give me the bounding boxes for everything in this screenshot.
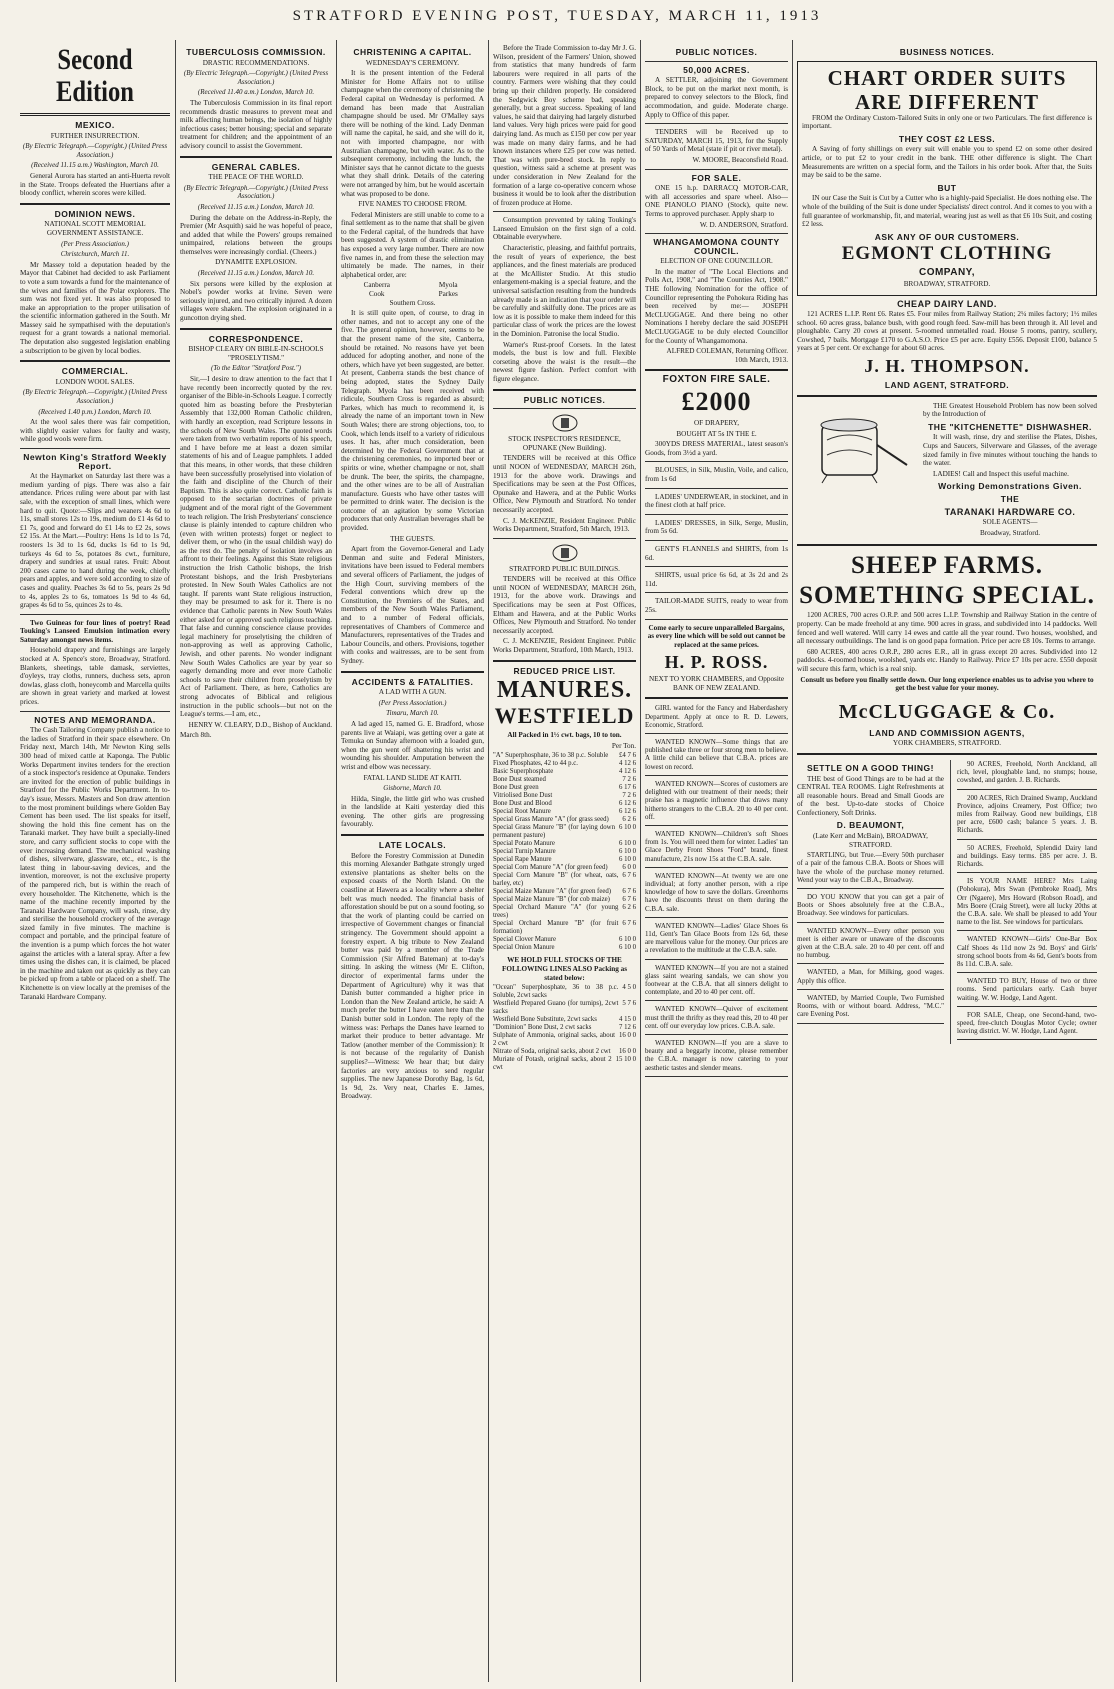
wanted-notices	[645, 704, 788, 1076]
row-price: 6 7 6	[622, 872, 636, 880]
public-buildings-signature: C. J. McKENZIE, Resident Engineer. Public Works Department, Stratford, 10th March, 1913.	[493, 637, 636, 655]
chart-cost: THEY COST £2 LESS.	[898, 133, 996, 144]
row-label: Basic Superphosphate	[493, 768, 554, 776]
row-label: Special Grass Manure "B" (for laying down permanent pasture)	[493, 824, 615, 840]
manure-price-table	[493, 752, 636, 952]
county-body: In the matter of "The Local Elections and Polls Act, 1908," and "The Counties Act, 1908." THE following Nomination for the office of Councillor representing the Pohokura Riding has been received by me:— JOSEPH McCLUGGAGE. And there being no other Nominations I hereby declare the said JOSEPH McCLUGGAGE to be duly elected Councillor for the County of Whangamomona.	[645, 267, 788, 345]
row-price: 7 12 6	[619, 1024, 636, 1032]
foxton-heading: FOXTON FIRE SALE.	[662, 374, 771, 386]
row-label: Bone Dust green	[493, 784, 539, 792]
public-notices-heading: PUBLIC NOTICES.	[523, 394, 606, 405]
five-names-body: Federal Ministers are still unable to come to a final settlement as to the name that shall be given to the Federal capital, of the hundreds that have been suggested. A system of drastic elimination has exposed a very large number. There are now five names in, and from these the selection may ultimately be made. The names, in their alphabetical order, are:	[341, 210, 484, 279]
manure-row	[493, 856, 636, 864]
row-price: 4 5 0	[622, 984, 636, 992]
name-item: Canberra	[363, 281, 390, 290]
row-price: 6 17 6	[619, 784, 636, 792]
column-rule	[336, 40, 337, 1682]
public-notices-heading: PUBLIC NOTICES.	[675, 47, 758, 57]
mexico-received: (Received 11.15 a.m.) Washington, March 10.	[31, 161, 159, 170]
commercial-received: (Received 1.40 p.m.) London, March 10.	[38, 407, 152, 416]
accidents-credit: (Per Press Association.)	[378, 698, 447, 707]
column-5	[645, 44, 788, 1684]
row-label: "Dominion" Bone Dust, 2 cwt sacks	[493, 1024, 592, 1032]
manure-row	[493, 936, 636, 944]
foxton-drapery: OF DRAPERY,	[693, 419, 739, 427]
manure-row	[493, 904, 636, 920]
mexico-body: General Aurora has started an anti-Huerta revolt in the State. Troops defeated the Huertians after a bloody conflict, wherein scores were killed.	[20, 171, 170, 198]
wanted-notice: WANTED KNOWN—Some things that are published take three or four strong men to believe. A little child can believe that C.B.A. prices are lowest on record.	[645, 738, 788, 771]
newton-heading: Newton King's Stratford Weekly Report.	[23, 452, 167, 471]
christening-body: It is the present intention of the Federal Minister for Home Affairs not to utilise champagne when the ceremony of christening the Federal capital on Wednesday is performed. A demand has been made that Australian champagne should be used. Mr O'Malley says there will be nothing of the kind. Lady Denman will name the capital, he said, and she will do it, not with imported champagne, nor with Australian champagne, but with water. As to the subsequent ceremony, including the lunch, the Minister says that he cannot dictate to the guests what they shall drink. Details of the catering were not arranged by him, but he would ascertain what was proposed to be done.	[341, 69, 484, 198]
stock-row	[493, 1056, 636, 1072]
second-edition-title: Second Edition	[56, 44, 134, 108]
stock-row	[493, 1000, 636, 1016]
kitchenette-body: It will wash, rinse, dry and sterilise the Plates, Dishes, Cups and Saucers, Silverware and Glasses, of the average sized family in five minutes without touching the hands to the water.	[923, 433, 1097, 468]
small-notice: DO YOU KNOW that you can get a pair of Boots or Shoes absolutely free at the C.B.A., Broadway. See windows for particulars.	[797, 893, 944, 918]
sheep-title: SHEEP FARMS.	[850, 552, 1044, 580]
row-price: 5 7 6	[622, 1000, 636, 1008]
public-buildings-body: TENDERS will be received at this Office until NOON of WEDNESDAY, MARCH 26th, 1913, for the above work. Drawings and Specifications may be seen at Post Offices, Eltham and Hawera, and at the Public Works Offices, New Plymouth and Stratford. No tender necessarily accepted.	[493, 575, 636, 635]
manure-row	[493, 824, 636, 840]
mccluggage-address: YORK CHAMBERS, STRATFORD.	[892, 739, 1002, 748]
row-price: 4 12 6	[619, 768, 636, 776]
tb-subhead: DRASTIC RECOMMENDATIONS.	[202, 58, 310, 67]
column-4	[493, 44, 636, 1684]
kitchenette-the: THE	[1000, 494, 1020, 504]
wanted-notice: WANTED KNOWN—If you are a slave to beauty and a beggarly income, please remember the C.B.A. manager is now catering to your aesthetic tastes and slender means.	[645, 1038, 788, 1072]
column-rule	[640, 40, 641, 1682]
notes-heading: NOTES AND MEMORANDA.	[34, 714, 156, 725]
chart-title-2: ARE DIFFERENT	[855, 89, 1039, 114]
dominion-credit: (Per Press Association.)	[61, 239, 129, 248]
foxton-item: LADIES' UNDERWEAR, in stockinet, and in the finest cloth at half price.	[645, 492, 788, 510]
manure-row	[493, 816, 636, 824]
tenders-metal-signature: W. MOORE, Beaconsfield Road.	[692, 155, 788, 164]
row-label: Special Corn Manure "A" (for green feed)	[493, 864, 608, 872]
sheep-para-1: 1200 ACRES, 700 acres O.R.P. and 500 acres L.I.P. Township and Railway Station in the centre of property. Can be made freehold at any time. 900 acres in grass, and subdivided into 14 paddocks. Well fenced and well watered. Will carry 14 ewes and cattle all the year round. Two houses, woolshed, and all necessary outbuildings. The land is on good papa formation. Price per acre £8 10s. Terms to arrange.	[797, 611, 1097, 646]
chart-body-1: FROM the Ordinary Custom-Tailored Suits in only one or two Particulars. The first difference is important.	[802, 113, 1092, 131]
commercial-credit: (By Electric Telegraph.—Copyright.) (United Press Association.)	[22, 388, 168, 406]
for-sale-signature: W. D. ANDERSON, Stratford.	[699, 220, 788, 229]
manure-row	[493, 792, 636, 800]
row-price: 6 7 6	[622, 896, 636, 904]
row-label: Special Grass Manure "A" (for grass seed)	[493, 816, 609, 824]
wanted-notice: WANTED KNOWN—Ladies' Glace Shoes 6s 11d, Gent's Tan Glace Boots from 12s 6d, these are marvellous value for the money. Our prices are a revelation to the multitude at the C.B.A. sale.	[645, 921, 788, 955]
column-3	[341, 44, 484, 1684]
tb-body: The Tuberculosis Commission in its final report recommends drastic measures to prevent meat and milk affecting human beings, the isolation of highly infectious cases; better housing; special and separate treatment for children; and the appointment of an advisory council to assist the Government.	[180, 98, 332, 150]
row-price: 6 12 6	[619, 800, 636, 808]
cables-credit: (By Electric Telegraph.—Copyright.) (United Press Association.)	[183, 183, 329, 201]
masthead: STRATFORD EVENING POST, TUESDAY, MARCH 11, 1913	[292, 8, 822, 24]
manure-row	[493, 784, 636, 792]
column-1	[20, 44, 170, 1684]
coat-of-arms-icon	[550, 543, 580, 563]
county-subhead: ELECTION OF ONE COUNCILLOR.	[660, 257, 773, 266]
foxton-ross: H. P. ROSS.	[664, 652, 769, 673]
name-item: Myola	[438, 281, 458, 290]
chart-ask: ASK ANY OF OUR CUSTOMERS.	[874, 231, 1020, 242]
dominion-body: Mr Massey told a deputation headed by the Mayor that Cabinet had decided to ask Parliament to vote a sum towards a fund for the maintenance of the wives and families of the Polar explorers. The sum was not fixed yet. It was also proposed to make an appropriation to the proper utilisation of the scientific information gathered in the South. Mr Massey said he sympathised with the deputation's request for a grant towards a national memorial. The deputation also suggested legislation enabling a subscription to be given by local bodies.	[20, 260, 170, 355]
wanted-notice: WANTED KNOWN—Children's soft Shoes from 1s. You will need them for winter. Ladies' tan Glace Derby Front Shoes "Ford" brand, finest manufacture, 21s now 15s at the C.B.A. sale.	[645, 829, 788, 863]
westfield-title: WESTFIELD	[494, 703, 635, 729]
foxton-item: BLOUSES, in Silk, Muslin, Voile, and calico, from 1s 6d	[645, 466, 788, 483]
foxton-amount: £2000	[681, 387, 752, 416]
for-sale-body: ONE 15 h.p. DARRACQ MOTOR-CAR, with all accessories and spare wheel. Also— ONE PIANOLO PIANO (Stock), quite new. Terms to approved purchaser. Apply sharp to	[645, 184, 788, 218]
beaumont-name: D. BEAUMONT,	[836, 820, 905, 831]
row-price: 6 2 6	[622, 904, 636, 912]
acres-body: A SETTLER, adjoining the Government Block, to be put on the market next month, is prepared to convey selectors to the Block, find accommodation, and guide. Moderate charge. Apply to Office of this paper.	[645, 76, 788, 119]
settle-body: THE best of Good Things are to be had at the CENTRAL TEA ROOMS. Light Refreshments at all reasonable hours. Bread and Small Goods are of the best. Up-to-date stocks of Choice Confectionery, Soft Drinks.	[797, 774, 944, 817]
stock-row	[493, 1032, 636, 1048]
mccluggage-name: McCLUGGAGE & Co.	[838, 700, 1056, 723]
wanted-notice: GIRL wanted for the Fancy and Haberdashery Department. Apply at once to R. D. Lewers, Economic, Stratford.	[645, 704, 788, 729]
row-price: 4 15 0	[619, 1016, 636, 1024]
manure-row	[493, 760, 636, 768]
foxton-address: NEXT TO YORK CHAMBERS, and Opposite BANK OF NEW ZEALAND.	[648, 675, 785, 692]
row-label: Special Potato Manure	[493, 840, 555, 848]
row-label: Special Maize Manure "A" (for green feed)	[493, 888, 612, 896]
row-price: 6 2 6	[622, 816, 636, 824]
accidents-subhead: A LAD WITH A GUN.	[378, 688, 447, 697]
tb-received: (Received 11.40 a.m.) London, March 10.	[197, 88, 315, 97]
classified-notice: FOR SALE, Cheap, one Second-hand, two-speed, free-clutch Douglas Motor Cycle; owner leaving district. W. W. Hodge, Land Agent.	[957, 1010, 1097, 1036]
manure-row	[493, 800, 636, 808]
row-price: 7 2 6	[622, 792, 636, 800]
row-price: 15 10 0	[615, 1056, 636, 1064]
row-label: Vitriolised Bone Dust	[493, 792, 553, 800]
settle-heading: SETTLE ON A GOOD THING!	[806, 762, 935, 773]
foxton-item: GENT'S FLANNELS and SHIRTS, from 1s 6d.	[645, 544, 788, 562]
classified-notice: WANTED KNOWN—Girls' One-Bar Box Calf Shoes 4s 11d now 2s 9d. Boys' and Girls' strong school boots from 4s 6d, Gent's boots from 8s 11d. C.B.A. sale.	[957, 935, 1097, 968]
row-price: 6 12 6	[619, 808, 636, 816]
name-item: Parkes	[438, 290, 458, 299]
classified-notice: 90 ACRES, Freehold, North Anckland, all rich, level, ploughable land, no stumps; house, cowshed, and garden. J. B. Richards.	[957, 759, 1097, 785]
manure-row	[493, 944, 636, 952]
name-item: Cook	[368, 290, 385, 299]
row-label: Special Rape Manure	[493, 856, 552, 864]
row-label: Westfield Bone Substitute, 2cwt sacks	[493, 1016, 597, 1024]
column-rule	[175, 40, 176, 1682]
manure-row	[493, 848, 636, 856]
egmont-company: COMPANY,	[918, 267, 976, 279]
row-label: "A" Superphosphate, 36 to 38 p.c. Soluble	[493, 752, 609, 760]
kitchenette-sole: SOLE AGENTS—	[982, 518, 1038, 527]
row-price: 6 10 0	[619, 848, 636, 856]
stock-inspector-body: TENDERS will be received at this Office until NOON of WEDNESDAY, MARCH 26th, 1913 for the above work. Drawings and Specifications may be seen at the Post Offices, Opunake and Hawera, and at the Public Works Office, New Plymouth and Stratford. No tender necessarily accepted.	[493, 454, 636, 514]
foxton-item: 300YDS DRESS MATERIAL, latest season's Goods, from 3½d a yard.	[645, 440, 788, 457]
stock-row	[493, 1024, 636, 1032]
classified-notice: IS YOUR NAME HERE? Mrs Laing (Pohokura), Mrs Swan (Pembroke Road), Mrs Orr (Ngaere), Mrs Howard (Robson Road), and Mrs Boere (Craig Street), were all lucky 20ths at the C.B.A. sale. We shall be pleased to add Your name to the list. See windows for particulars.	[957, 877, 1097, 927]
tb-credit: (By Electric Telegraph.—Copyright.) (United Press Association.)	[183, 69, 329, 86]
notes-body: The Cash Tailoring Company publish a notice to the ladies of Stratford in their space elsewhere. On Friday next, March 14th, Mr Newton King sells 300 head of mixed cattle at Kaponga. The Public Works Department invites tenders for the erection of a stock inspector's residence at Opunake. Tenders are invited for the erection of public buildings in Stratford for the Public Works Department. In to-day's issue, Messrs. Masters and Son draw attention to the most prominent buildings where Golden Bay Cement has been used. The list speaks for itself, showing the hold this fine cement has on the Taranaki market. They have built a specially-lined store, and carry sufficient stocks to cope with the ever increasing demand. The mechanical washing of dishes, silverware, glassware, etc., etc., is the latest thing in labour-saving devices, and the invention, moreover, is not the exclusive property of the pampered rich, but is within the reach of every householder. The Kitchenette, which is the name of the machine recently imported by the Taranaki Hardware Company, will wash, rinse, dry and sterilise the household crockery of the average sized family in five minutes. The machine is compact and portable, and the principal feature of the invention is a pump which forces the hot water against the articles with a lateral spray. After a few times using the dishes can, it is claimed, be placed in the machine and taken out as quickly as they can be picked up from a table or placed on a shelf. The Kitchenette is on view locally at the premises of the Taranaki Hardware Company.	[20, 726, 170, 1001]
row-price: 4 12 6	[619, 760, 636, 768]
row-label: Muriate of Potash, original sacks, about 2 cwt	[493, 1056, 612, 1072]
small-notice: WANTED, a Man, for Milking, good wages. Apply this office.	[797, 968, 944, 985]
guineas-notice: Two Guineas for four lines of poetry! Read Touking's Lanseed Emulsion intimation every Saturday amongst news items.	[20, 618, 170, 644]
manure-row	[493, 768, 636, 776]
row-label: Westfield Prepared Guano (for turnips), 2cwt sacks	[493, 1000, 619, 1016]
cables-body: During the debate on the Address-in-Reply, the Premier (Mr Asquith) said he was hopeful of peace, and added that while the Powers' groups remained unimpaired, relations between the groups themselves were increasingly cordial. (Cheers.)	[180, 213, 332, 256]
chart-body-2: A Saving of forty shillings on every suit will enable you to spend £2 on some other desired article, or to put £2 to your credit in the bank. THE other difference is slight. The Chart Measurements are written on a special form, and the Tailors in his order book. After that, the Suits may be said to be the same.	[802, 145, 1092, 180]
trade-commission-body: Before the Trade Commission to-day Mr J. G. Wilson, president of the Farmers' Union, showed from statistics that many hundreds of farm labourers were required in all parts of the country. Farmers were wishing that they could bring up their children properly. He considered the Sedgwick Boy scheme bad, speaking generally, but a great success. Speaking of land values, he said that dairying had largely disturbed land values. Very high prices were paid for good dairying land. As much as £150 per cow per year was made on many dairy farms, and he had known instances where £25 per cow was netted. That was with pure-bred stock. In reply to question, witness said a scheme at present was under consideration in New Zealand for the formation of a large co-operative concern whose business it would be to look after the distribution of frozen produce at Home.	[493, 44, 636, 207]
small-notice: STARTLING, but True.—Every 50th purchaser of a pair of the famous C.B.A. Boots or Shoes will have the whole of the purchase money returned. Wend your way to the C.B.A., Broadway.	[797, 851, 944, 884]
row-price: 6 7 6	[622, 888, 636, 896]
foxton-come-early: Come early to secure unparalleled Bargains, as every line which will be sold out cannot be replaced at the same prices.	[647, 623, 786, 649]
kitchenette-demo: Working Demonstrations Given.	[938, 481, 1082, 492]
landslide-body: Hilda, Single, the little girl who was crushed in the landslide at Kaiti yesterday died this evening. The other girls are progressing favourably.	[341, 794, 484, 829]
dominion-subhead: NATIONAL SCOTT MEMORIAL GOVERNMENT ASSISTANCE.	[44, 220, 146, 237]
dishwasher-illustration-icon	[797, 405, 917, 485]
egmont-address: BROADWAY, STRATFORD.	[903, 279, 991, 288]
tenders-metal-body: TENDERS will be Received up to SATURDAY, MARCH 15, 1913, for the Supply of 50 Yards of Metal (state if pit or river metal).	[645, 128, 788, 154]
small-notices-left	[797, 851, 944, 1023]
wanted-notice: WANTED KNOWN—If you are not a stained glass saint wearing sandals, we can show you footwear at the C.B.A. that all sinners delight to contemplate, and 20 to 40 per cent. off.	[645, 963, 788, 997]
cables-heading: GENERAL CABLES.	[211, 161, 301, 172]
beaumont-address: (Late Kerr and McBain), BROADWAY, STRATFORD.	[813, 832, 928, 849]
row-price: 6 10 0	[619, 936, 636, 944]
manure-row	[493, 920, 636, 936]
stock-inspector-signature: C. J. McKENZIE, Resident Engineer. Public Works Department, Stratford, 5th March, 1913.	[493, 516, 636, 534]
five-names-subhead: FIVE NAMES TO CHOOSE FROM.	[358, 200, 467, 209]
manure-row	[493, 776, 636, 784]
manure-row	[493, 752, 636, 760]
foxton-bought: BOUGHT AT 5s IN THE £.	[676, 429, 757, 438]
county-heading: WHANGAMOMONA COUNTY COUNCIL.	[653, 237, 780, 256]
reduced-price-heading: REDUCED PRICE LIST.	[513, 665, 616, 676]
sheep-consult: Consult us before you finally settle down. Our long experience enables us to advise you where to get the best value for your money.	[800, 675, 1094, 693]
county-signature: ALFRED COLEMAN, Returning Officer. 10th March, 1913.	[666, 347, 788, 364]
column-6	[797, 44, 1097, 1684]
kitchenette-ladies: LADIES! Call and Inspect this useful machine.	[933, 469, 1069, 478]
landslide-received: Gisborne, March 10.	[383, 784, 442, 793]
row-label: Special Maize Manure "B" (for cob maize)	[493, 896, 610, 904]
cables-received: (Received 11.15 a.m.) London, March 10.	[197, 202, 315, 211]
row-label: Special Turnip Manure	[493, 848, 556, 856]
row-price: £4 7 6	[619, 752, 636, 760]
stock-row	[493, 1016, 636, 1024]
manure-row	[493, 872, 636, 888]
mexico-credit: (By Electric Telegraph.—Copyright.) (United Press Association.)	[22, 142, 168, 159]
cables-subhead: THE PEACE OF THE WORLD.	[208, 173, 304, 182]
name-item: Southern Cross.	[389, 298, 436, 307]
chart-title-1: CHART ORDER SUITS	[827, 65, 1067, 90]
commercial-subhead: LONDON WOOL SALES.	[55, 377, 135, 386]
correspondence-signature: HENRY W. CLEARY, D.D., Bishop of Auckland.	[188, 720, 332, 729]
manure-row	[493, 888, 636, 896]
landslide-subhead: FATAL LAND SLIDE AT KAITI.	[363, 773, 462, 782]
coat-of-arms-icon	[550, 413, 580, 433]
dynamite-subhead: DYNAMITE EXPLOSION.	[215, 258, 297, 267]
dairy-body: 121 ACRES L.I.P. Rent £6. Rates £5. Four miles from Railway Station; 2¼ miles factory; 1½ miles school. 60 acres grass, balance bush, with good rough feed. Saw-mill has been through it. All level and ploughable. Carry 20 cows at present. 5-roomed unmetalled road. House 5 rooms, pantry, scullery, Cowshed, 7 bails. Mortgage £170 to G.A.S.O. Price £5 per acre. Equity £556. Deposit £100, balance 5 years at 5 per cent. Or exchange for about 60 acres.	[797, 310, 1097, 353]
row-price: 6 10 0	[619, 824, 636, 832]
kitchenette-address: Broadway, Stratford.	[979, 528, 1040, 537]
kitchenette-head: THE Greatest Household Problem has now been solved by the Introduction of	[923, 401, 1097, 419]
christening-subhead: WEDNESDAY'S CEREMONY.	[365, 58, 460, 67]
dynamite-body: Six persons were killed by the explosion at Nobel's powder works at Irvine. Seven were seriously injured, and two critically injured. A dozen villages were shaken. The explosion originated in a guncotton drying shed.	[180, 279, 332, 323]
row-label: Special Onion Manure	[493, 944, 555, 952]
mcallister-ad: Characteristic, pleasing, and faithful portraits, the result of years of experience, the best appliances, and the finest materials are produced at the McAllister Studio. At this studio enlargement-making is a special feature, and the universal satisfaction resulting from the hundreds already made is an indication that your order will be carefully and skilfully done. The prices are as low as it is possible to make them indeed for this particular class of work the prices are the lowest in the Dominion. Patronise the local Studio.	[493, 244, 636, 338]
small-notice: WANTED KNOWN—Every other person you meet is either aware or unaware of the discounts given at the C.B.A. sale. 20 to 40 per cent. off and no humbug.	[797, 926, 944, 960]
guests-subhead: THE GUESTS.	[390, 534, 435, 543]
household-notice: Household drapery and furnishings are largely stocked at A. Spence's store, Broadway, Stratford. Blankets, sheetings, table damask, serviettes, d'oyleys, tray cloths, runners, duchess sets, apron dowlas, glass cloth, honeycomb and Marcella quilts are shown in great variety and marked at lowest prices.	[20, 646, 170, 707]
dominion-heading: DOMINION NEWS.	[54, 208, 136, 219]
mccluggage-agents: LAND AND COMMISSION AGENTS,	[869, 727, 1025, 738]
christening-heading: CHRISTENING A CAPITAL.	[353, 47, 472, 57]
chart-order-ad	[797, 61, 1097, 296]
row-label: Fixed Phosphates, 42 to 44 p.c.	[493, 760, 578, 768]
mexico-heading: MEXICO.	[75, 120, 115, 130]
correspondence-heading: CORRESPONDENCE.	[208, 333, 304, 344]
stock-price-table	[493, 984, 636, 1072]
row-label: Bone Dust and Blood	[493, 800, 552, 808]
full-stocks-heading: WE HOLD FULL STOCKS OF THE FOLLOWING LINES ALSO Packing as stated below:	[501, 956, 627, 982]
row-label: Special Clover Manure	[493, 936, 557, 944]
bottom-left-notices	[797, 760, 944, 1044]
correspondence-to: (To the Editor "Stratford Post.")	[211, 364, 301, 373]
row-price: 16 0 0	[619, 1032, 636, 1040]
row-label: Nitrate of Soda, original sacks, about 2 cwt	[493, 1048, 611, 1056]
thompson-name: J. H. THOMPSON.	[864, 356, 1030, 377]
row-price: 6 10 0	[619, 944, 636, 952]
commercial-body: At the wool sales there was fair competition, with slightly easier values for faulty and wasty, while good wools were firm.	[20, 418, 170, 444]
row-price: 6 7 6	[622, 920, 636, 928]
manures-packed: All Packed in 1½ cwt. bags, 10 to ton.	[507, 731, 622, 740]
mexico-subhead: FURTHER INSURRECTION.	[50, 131, 140, 140]
column-rule	[792, 40, 793, 1682]
something-special-title: SOMETHING SPECIAL.	[799, 582, 1095, 610]
column-2	[180, 44, 332, 1684]
row-label: Bone Dust steamed	[493, 776, 546, 784]
wanted-notice: WANTED KNOWN—Quiver of excitement must thrill the thrifty as they read this, 20 to 40 per cent. off our everyday low prices. C.B.A. sale.	[645, 1005, 788, 1030]
newton-body: At the Haymarket on Saturday last there was a medium yarding of pigs. There was also a fair attendance. Prices ruling were about par with last sale, with the exception of small lines, which were hard to quit. Quote:—Slips and weaners 4s 6d to 11s, small stores 12s to 19s, medium do £1 4s 6d to £1 7s, good and forward do £1 14s to £2 2s, sows £2 15s. At the Mart.—Poultry: Hens 1s 1d to 1s 7d, roosters 1s 3d to 1s 6d, ducks 1s 6d to 1s 9d, turkeys 4s 6d to 5s, potatoes 8s cwt., furniture, drapery and sundries at usual rates. Fruit: About 200 cases came to hand during the week, chiefly pears and apples, and were sold according to size of cases and quality. Peaches 3s 6d to 5s, pears 2s 9d to 4s, apples 2s to 6s, tomatoes 1s 9d to 4s 6d, grapes 4s 6d to 5s, quinces 2s to 4s.	[20, 472, 170, 610]
dynamite-received: (Received 11.15 a.m.) London, March 10.	[197, 269, 315, 278]
row-label: Special Corn Manure "B" (for wheat, oats, barley, etc)	[493, 872, 619, 888]
foxton-item: TAILOR-MADE SUITS, ready to wear from 25s.	[645, 597, 788, 614]
chart-but: BUT	[937, 182, 957, 193]
late-locals-body: Before the Forestry Commission at Dunedin this morning Alexander Bathgate strongly urged extensive plantations as shelter belts on the exposed coasts of the North Island. On the coastline at Hawera as a locality where a shelter belt was much needed. The financial basis of afforestation should be put on a sound footing, so that the work of planting could be carried on irrespective of Government changes or financial stringency. The Government should appoint a forestry expert. A big tribute to New Zealand butter was paid by a member of the Trade Commission (Sir Alfred Bateman) at to-day's sitting. In asking the witness (Mr E. Clifton, director of experimental farms under the Department of Agriculture) why it was that Danish butter commanded a higher price in London than the New Zealand article, he said: A much prefer the butter I have eaten here than the Danish butter sold in London. The reply of the witness was: Perhaps the Danes have learned to market their produce to better advantage. Mr Tatlow (another member of the Commission): It is not because of the regularity of Danish supplies?—Witness: We hear that; but dairy factories are very anxious to send regular supplies. The new Japanese Dorothy Bag, 1s 6d, 1s 9d, 2s. Very neat, Charles E. James, Broadway.	[341, 851, 484, 1101]
egmont-name: EGMONT CLOTHING	[841, 243, 1053, 265]
warner-ad: Warner's Rust-proof Corsets. In the latest models, the bust is low and full. Flexible corseting above the waist is the result—the newest figure fashion. Perfect comfort with figure elegance.	[493, 340, 636, 383]
commercial-heading: COMMERCIAL.	[61, 366, 129, 377]
row-label: Special Orchard Manure "B" (for fruit formation)	[493, 920, 619, 936]
chart-body-3: IN our Case the Suit is Cut by a Cutter who is a highly-paid Specialist. He does nothing else. The whole of the building of the Suit is done under Specialists' direct control. And it comes to you with a full guarantee of workmanship, fit, and material, wearing just as well as that £6 10s Suit, and costing £2 less.	[802, 194, 1092, 229]
kitchenette-name: THE "KITCHENETTE" DISHWASHER.	[928, 421, 1092, 432]
guests-body: Apart from the Governor-General and Lady Denman and suite and Federal Ministers, invitations have been issued to Federal members and several officers of Parliament, the judges of the High Court, surviving members of the Federal conventions which drew up the Constitution, the Premiers of the States, and members of the New South Wales Parliament, and to a number of Federal officials, representatives of Chambers of Commerce and Manufacturers, representatives of the Trades and Labour Councils, and others. Provisions, together with cooks and waitresses, are to be sent from Sydney.	[341, 545, 484, 665]
accidents-body: A lad aged 15, named G. E. Bradford, whose parents live at Waiapi, was getting over a gate at Temuka on Sunday afternoon with a loaded gun, when the gun went off shattering his wrist and wounding his shoulder. Amputation between the wrist and elbow was necessary.	[341, 719, 484, 771]
manures-per-ton: Per Ton.	[611, 741, 636, 750]
manure-row	[493, 896, 636, 904]
late-locals-heading: LATE LOCALS.	[378, 840, 447, 851]
bottom-notices	[797, 760, 1097, 1044]
row-price: 6 0 0	[622, 864, 636, 872]
classified-notice: WANTED TO BUY, House of two or three rooms. Send particulars early. Cash buyer waiting. W. W. Hodge, Land Agent.	[957, 977, 1097, 1002]
dairy-heading: CHEAP DAIRY LAND.	[897, 298, 997, 309]
manures-title: MANURES.	[496, 677, 633, 704]
manure-row	[493, 808, 636, 816]
small-notices-right	[957, 760, 1097, 1044]
foxton-items	[645, 440, 788, 619]
foxton-item: SHIRTS, usual price 6s 6d, at 3s 2d and 2s 11d.	[645, 571, 788, 588]
five-names-body-2: It is still quite open, of course, to drag in other names, and not to accept any one of the five. The general opinion, however, seems to be that the present name of the site, Canberra, should be retained. No reasons have yet been adduced for adopting another, and none of the others, which have yet been suggested, are better. At present, Canberra stands the best chance of being adopted, states the Sydney Daily Telegraph. Myola has been received with ridicule, Southern Cross is regarded as absurd; Parkes, which has much to recommend it, is already the name of an important town in New South Wales; there are strong objections, too, to Cook, which lends itself to a variety of ridiculous uses. It has, after much consideration, been determined by the Federal Government that at the christening ceremonies, no imported beer or spirits or wine, whether champagne or not, shall be drunk. The beer, the spirits, the champagne, and the other wines are to be all of Australian manufacture. Guests who have other tastes will be permitted to drink water. The decision is the outcome of an agitation by some Victorian producers that only Australian beverages shall be provided.	[341, 309, 484, 533]
correspondence-date: March 8th.	[180, 731, 212, 740]
row-price: 7 2 6	[622, 776, 636, 784]
row-price: 6 10 0	[619, 856, 636, 864]
thompson-agent: LAND AGENT, STRATFORD.	[884, 380, 1010, 391]
row-label: Sulphate of Ammonia, original sacks, about 2 cwt	[493, 1032, 615, 1048]
manure-row	[493, 864, 636, 872]
for-sale-heading: FOR SALE.	[691, 172, 742, 183]
column-rule	[488, 40, 489, 1682]
consumption-ad: Consumption prevented by taking Touking's Lanseed Emulsion on the first sign of a cold. Obtainable everywhere.	[493, 216, 636, 242]
business-notices-heading: BUSINESS NOTICES.	[899, 47, 995, 57]
dominion-received: Christchurch, March 11.	[60, 250, 130, 259]
kitchenette-ad	[797, 402, 1097, 540]
sheep-para-2: 680 ACRES, 400 acres O.R.P., 280 acres E.R., all in grass except 20 acres. Subdivided into 12 paddocks. 4-roomed house, woolshed, yards etc. Handy to Railway. Price £7 10s per acre. £550 deposit will secure this farm, which is a real snip.	[797, 647, 1097, 673]
acres-heading: 50,000 ACRES.	[683, 64, 750, 75]
correspondence-subhead: BISHOP CLEARY ON BIBLE-IN-SCHOOLS "PROSELYTISM."	[188, 345, 324, 362]
row-price: 6 10 0	[619, 840, 636, 848]
correspondence-body: Sir,—I desire to draw attention to the fact that I have recently been incorrectly quoted by the rev. organiser of the Bible-in-Schools League. I correctly quoted him as boasting before the Presbyterian Assembly that 132,000 Roman Catholic children, with hardly an exception, read Scripture lessons in the schools of New South Wales. The quoted words were taken from two verbatim reports of his speech, and I have before me at least a dozen similar statements of his and of League pamphlets. I added that this means, in other words, that these children have been successfully proselytised into violation of the faith and discipline of the Church of their Baptism. This is also quite correct. Catholic faith is opposed to the sectarian doctrines of private judgment and of the moral right of the Government to teach religion. The Irish Presbyterians' conscience clause is plainly intended to capture children who (even with written protests) forget or neglect to deliver them, or who (in the usual childish way) do as the rest do. The penalty of isolation involves an affront to their feelings. Against this State religious instruction the Irish Catholic bishops, the Irish Protestant bishops, and the Irish Presbyterians protested. In New South Wales Catholics are not taught. If parents want State religious instruction, they may be presumed to ask for it. There is no evidence that Catholic parents in New South Wales either asked for or approved such religious teaching. That false and cunning conscience clause provides legal machinery for proselytising the children of non-approving as well as approving Catholic, Jewish, and other parents. No wonder indignant New South Wales Catholics are year by year so eagerly demanding more and ever more Catholic schools to save their children from proselytism by Act of Parliament. There, as here, Catholics are strong advocates of Biblical and religious instruction in the public schools—but not on the League's terms.—I am, etc.,	[180, 375, 332, 719]
classified-notice: 50 ACRES, Freehold, Splendid Dairy land and buildings. Easy terms. £85 per acre. J. B. Richards.	[957, 843, 1097, 868]
foxton-item: LADIES' DRESSES, in Silk, Serge, Muslin, from 5s 6d.	[645, 518, 788, 536]
tb-heading: TUBERCULOSIS COMMISSION.	[186, 47, 326, 57]
row-price: 16 0 0	[619, 1048, 636, 1056]
public-buildings-heading: STRATFORD PUBLIC BUILDINGS.	[509, 564, 620, 573]
names-list	[341, 281, 484, 307]
wanted-notice: WANTED KNOWN—At twenty we are one individual; at forty another person, with a ripe knowledge of how to save the dollars. Greenhorns have the discounts thrust on them during the C.B.A. sale.	[645, 871, 788, 913]
accidents-received: Timaru, March 10.	[386, 709, 439, 718]
accidents-heading: ACCIDENTS & FATALITIES.	[351, 676, 474, 687]
taranaki-hardware: TARANAKI HARDWARE CO.	[944, 506, 1076, 517]
stock-inspector-heading: STOCK INSPECTOR'S RESIDENCE, OPUNAKE (New Building).	[508, 435, 621, 452]
classified-notice: 200 ACRES, Rich Drained Swamp, Auckland Province, adjoins Creamery, Post Office; two miles from Railway. Good new buildings, £18 per acre, £600 cash; balance 5 years. J. B. Richards.	[957, 793, 1097, 835]
row-label: "Ocean" Superphosphate, 36 to 38 p.c. Soluble, 2cwt sacks	[493, 984, 619, 1000]
small-notice: WANTED, by Married Couple, Two Furnished Rooms, with or without board. Address, "M.C." care Evening Post.	[797, 993, 944, 1019]
wanted-notice: WANTED KNOWN—Scores of customers are delighted with our treatment of their needs; their praise has a magnetic influence that draws many hitherto strangers to the C.B.A. 20 to 40 per cent. off.	[645, 779, 788, 821]
stock-row	[493, 1048, 636, 1056]
row-label: Special Root Manure	[493, 808, 551, 816]
manure-row	[493, 840, 636, 848]
row-label: Special Orchard Manure "A" (for young trees)	[493, 904, 619, 920]
stock-row	[493, 984, 636, 1000]
